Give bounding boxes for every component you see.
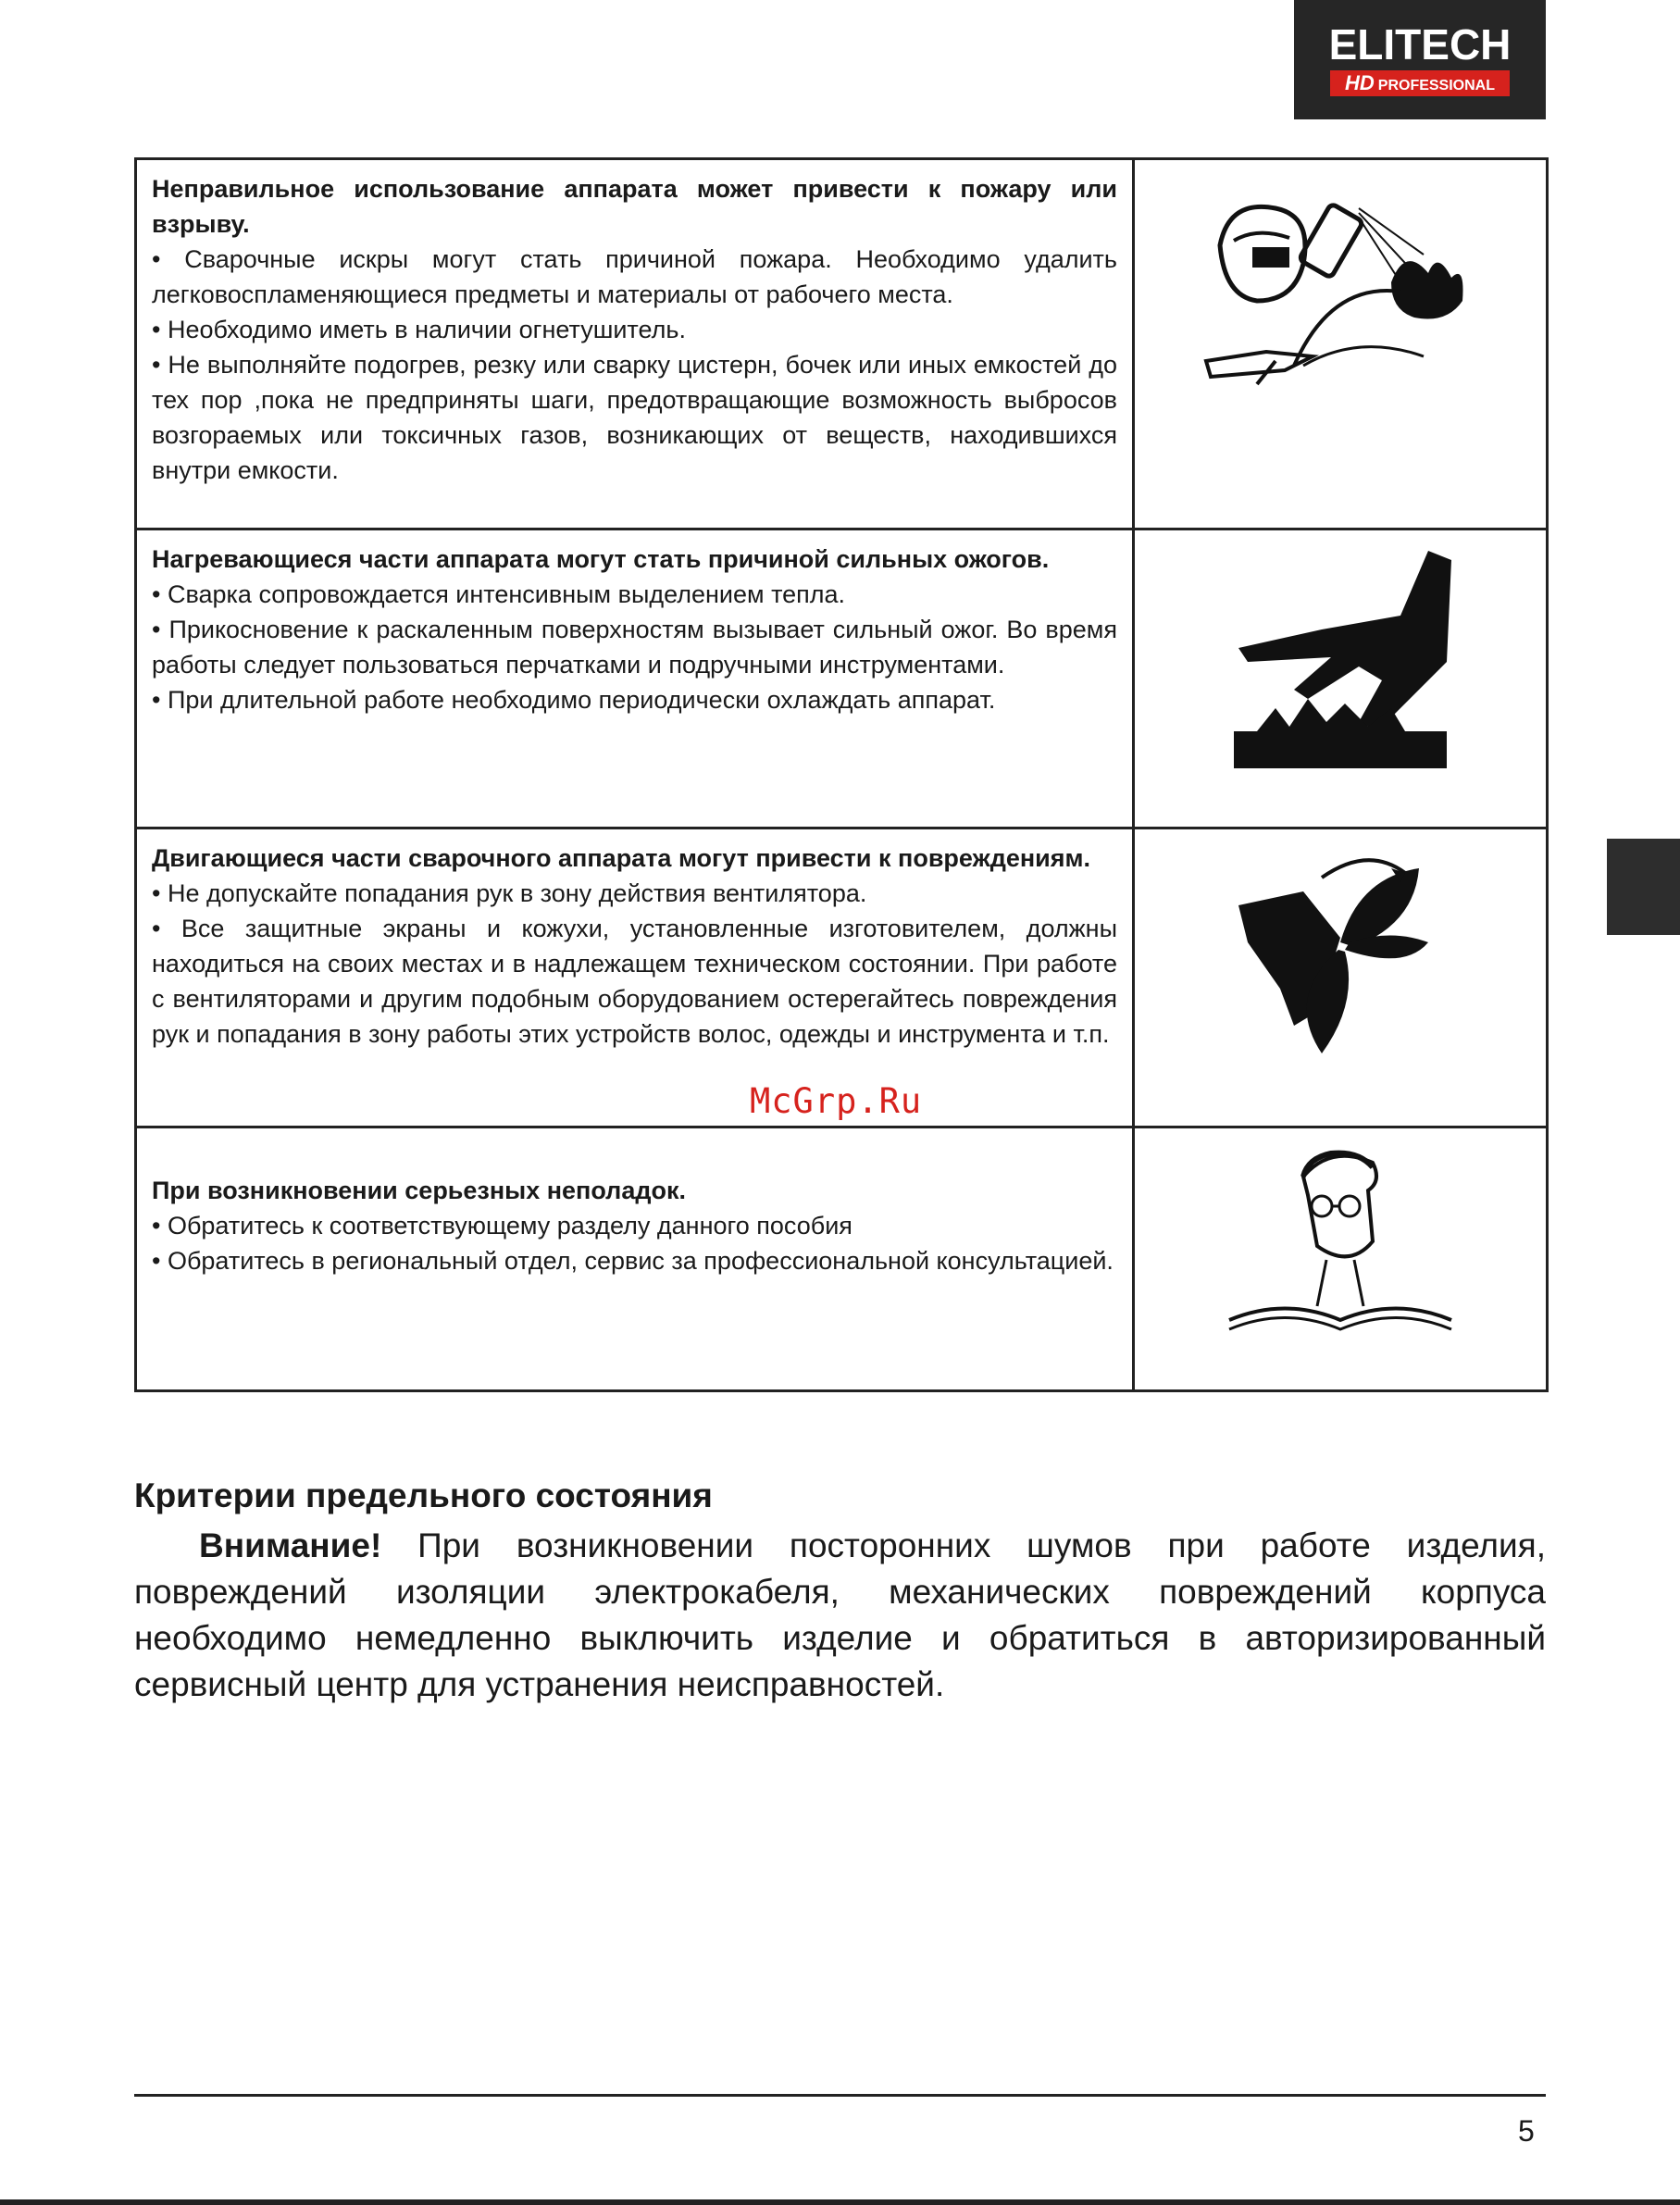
welding-sparks-fire-icon — [1201, 171, 1479, 393]
safety-warnings-table — [134, 157, 1549, 1392]
section-side-tab — [1607, 839, 1680, 935]
warning-picture-cell — [1134, 1127, 1548, 1391]
section-text: При возникновении посторонних шумов при работе изделия, повреждений изоляции электрокабеля, механических повреждений корпуса необходимо немедленно выключить изделие и обратиться в авторизированный сервисный центр для устранения неисправностей. — [134, 1526, 1546, 1703]
warning-line: • Прикосновение к раскаленным поверхностям вызывает сильный ожог. Во время работы следует пользоваться перчатками и подручными инструментами. — [152, 616, 1117, 679]
warning-line: • Сварочные искры могут стать причиной пожара. Необходимо удалить легковоспламеняющиеся предметы и материалы от рабочего места. — [152, 245, 1117, 308]
warning-heading: При возникновении серьезных неполадок. — [152, 1177, 686, 1204]
section-title: Критерии предельного состояния — [134, 1476, 713, 1514]
table-row — [136, 529, 1548, 828]
warning-heading: Неправильное использование аппарата может привести к пожару или взрыву. — [152, 175, 1117, 238]
footer-divider — [134, 2094, 1546, 2097]
warning-line: • При длительной работе необходимо периодически охлаждать аппарат. — [152, 686, 996, 714]
read-manual-icon — [1220, 1140, 1461, 1343]
warning-text-cell — [136, 529, 1134, 828]
page-number: 5 — [1518, 2114, 1535, 2148]
warning-line: • Не выполняйте подогрев, резку или сварку цистерн, бочек или иных емкостей до тех пор ,пока не предприняты шаги, предотвращающие возможность выбросов возгораемых или токсичных газов, возникающих от веществ, находившихся внутри емкости. — [152, 351, 1117, 484]
warning-line: • Обратитесь к соответствующему разделу данного пособия — [152, 1212, 852, 1240]
warning-line: • Не допускайте попадания рук в зону действия вентилятора. — [152, 879, 867, 907]
warning-line: • Необходимо иметь в наличии огнетушитель. — [152, 316, 686, 343]
logo-brand: ELITECH — [1328, 20, 1512, 69]
attention-label: Внимание! — [199, 1526, 382, 1564]
table-row — [136, 159, 1548, 529]
warning-text-cell — [136, 159, 1134, 529]
warning-heading: Двигающиеся части сварочного аппарата могут привести к повреждениям. — [152, 844, 1091, 872]
bottom-edge-bar — [0, 2199, 1680, 2205]
table-row — [136, 1127, 1548, 1391]
warning-text-cell — [136, 828, 1134, 1127]
warning-picture-cell — [1134, 529, 1548, 828]
warning-picture-cell — [1134, 828, 1548, 1127]
hot-surface-hand-icon — [1220, 542, 1461, 791]
warning-line: • Все защитные экраны и кожухи, установленные изготовителем, должны находиться на своих местах и в надлежащем техническом состоянии. При работе с вентиляторами и другим подобным оборудованием остерегайтесь повреждения рук и попадания в зону работы этих устройств волос, одежды и инструмента и т.п. — [152, 915, 1117, 1048]
warning-line: • Сварка сопровождается интенсивным выделением тепла. — [152, 580, 846, 608]
elitech-logo — [1294, 0, 1546, 119]
logo-hd: HD — [1344, 71, 1375, 94]
logo-professional: PROFESSIONAL — [1377, 78, 1495, 93]
warning-heading: Нагревающиеся части аппарата могут стать причиной сильных ожогов. — [152, 545, 1050, 573]
watermark: McGrp.Ru — [750, 1081, 923, 1121]
warning-text-cell — [136, 1127, 1134, 1391]
warning-picture-cell — [1134, 159, 1548, 529]
fan-hand-icon — [1229, 841, 1451, 1063]
logo-subline — [1330, 70, 1510, 96]
section-body — [134, 1523, 1546, 1708]
warning-line: • Обратитесь в региональный отдел, сервис за профессиональной консультацией. — [152, 1247, 1114, 1275]
